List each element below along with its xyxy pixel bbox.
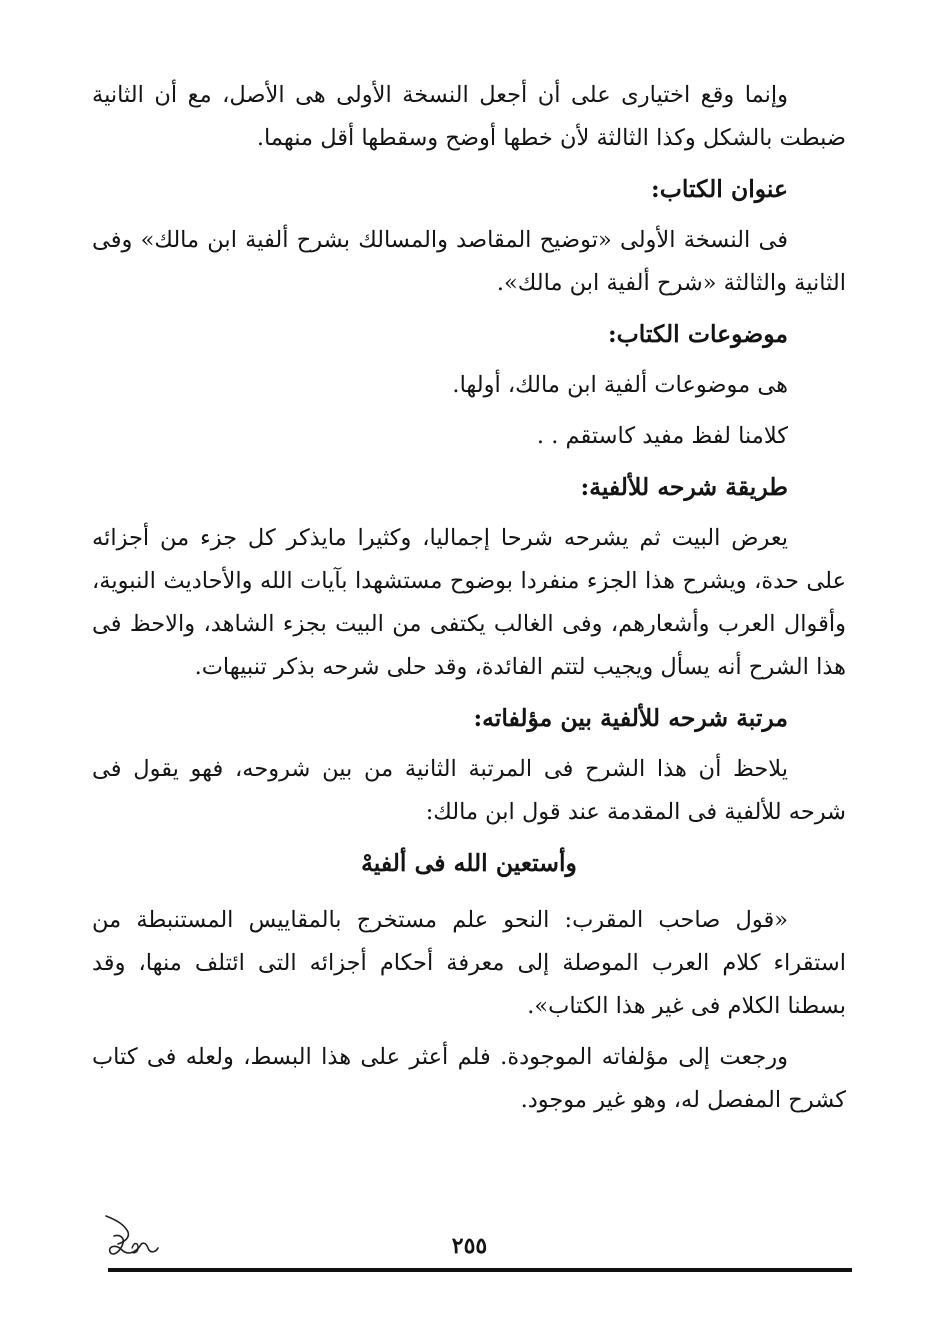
page-body (92, 74, 846, 1130)
method-paragraph: يعرض البيت ثم يشرحه شرحا إجماليا، وكثيرا مايذكر كل جزء من أجزائه على حدة، ويشرح هذا الجزء منفردا بوضوح مستشهدا بآيات الله والأحاديث النبوية، وأقوال العرب وأشعارهم، وفى الغالب يكتفى من البيت بجزء الشاهد، والاحظ فى هذا الشرح أنه يسأل ويجيب لتتم الفائدة، وقد حلى شرحه بذكر تنبيهات. (92, 525, 846, 680)
intro-paragraph: وإنما وقع اختيارى على أن أجعل النسخة الأولى هى الأصل، مع أن الثانية ضبطت بالشكل وكذا الثالثة لأن خطها أوضح وسقطها أقل منهما. (92, 82, 846, 151)
heading-book-topics: موضوعات الكتاب: (607, 320, 788, 348)
footer-rule (108, 1268, 852, 1272)
topics-first-verse: كلامنا لفظ مفيد كاستقم . . (536, 423, 788, 449)
book-title-paragraph: فى النسخة الأولى «توضيح المقاصد والمسالك بشرح ألفية ابن مالك» وفى الثانية والثالثة «شرح ألفية ابن مالك». (92, 227, 846, 296)
heading-book-title: عنوان الكتاب: (651, 175, 788, 203)
heading-commentary-method: طريقة شرحه للألفية: (580, 473, 788, 501)
topics-paragraph: هى موضوعات ألفية ابن مالك، أولها. (452, 372, 788, 398)
rank-paragraph: يلاحظ أن هذا الشرح فى المرتبة الثانية من بين شروحه، فهو يقول فى شرحه للألفية فى المقدمة عند قول ابن مالك: (92, 756, 846, 825)
heading-commentary-rank: مرتبة شرحه للألفية بين مؤلفاته: (473, 704, 788, 732)
quote-paragraph: «قول صاحب المقرب: النحو علم مستخرج بالمقاييس المستنبطة من استقراء كلام العرب الموصلة إلى معرفة أحكام أجزائه التى ائتلف منها، وقد بسطنا الكلام فى غير هذا الكتاب». (92, 907, 846, 1019)
page-number: ٢٥٥ (451, 1233, 488, 1259)
closing-paragraph: ورجعت إلى مؤلفاته الموجودة. فلم أعثر على هذا البسط، ولعله فى كتاب كشرح المفصل له، وهو غير موجود. (92, 1044, 846, 1113)
quoted-verse: وأستعين الله فى ألفيهْ (361, 849, 577, 877)
